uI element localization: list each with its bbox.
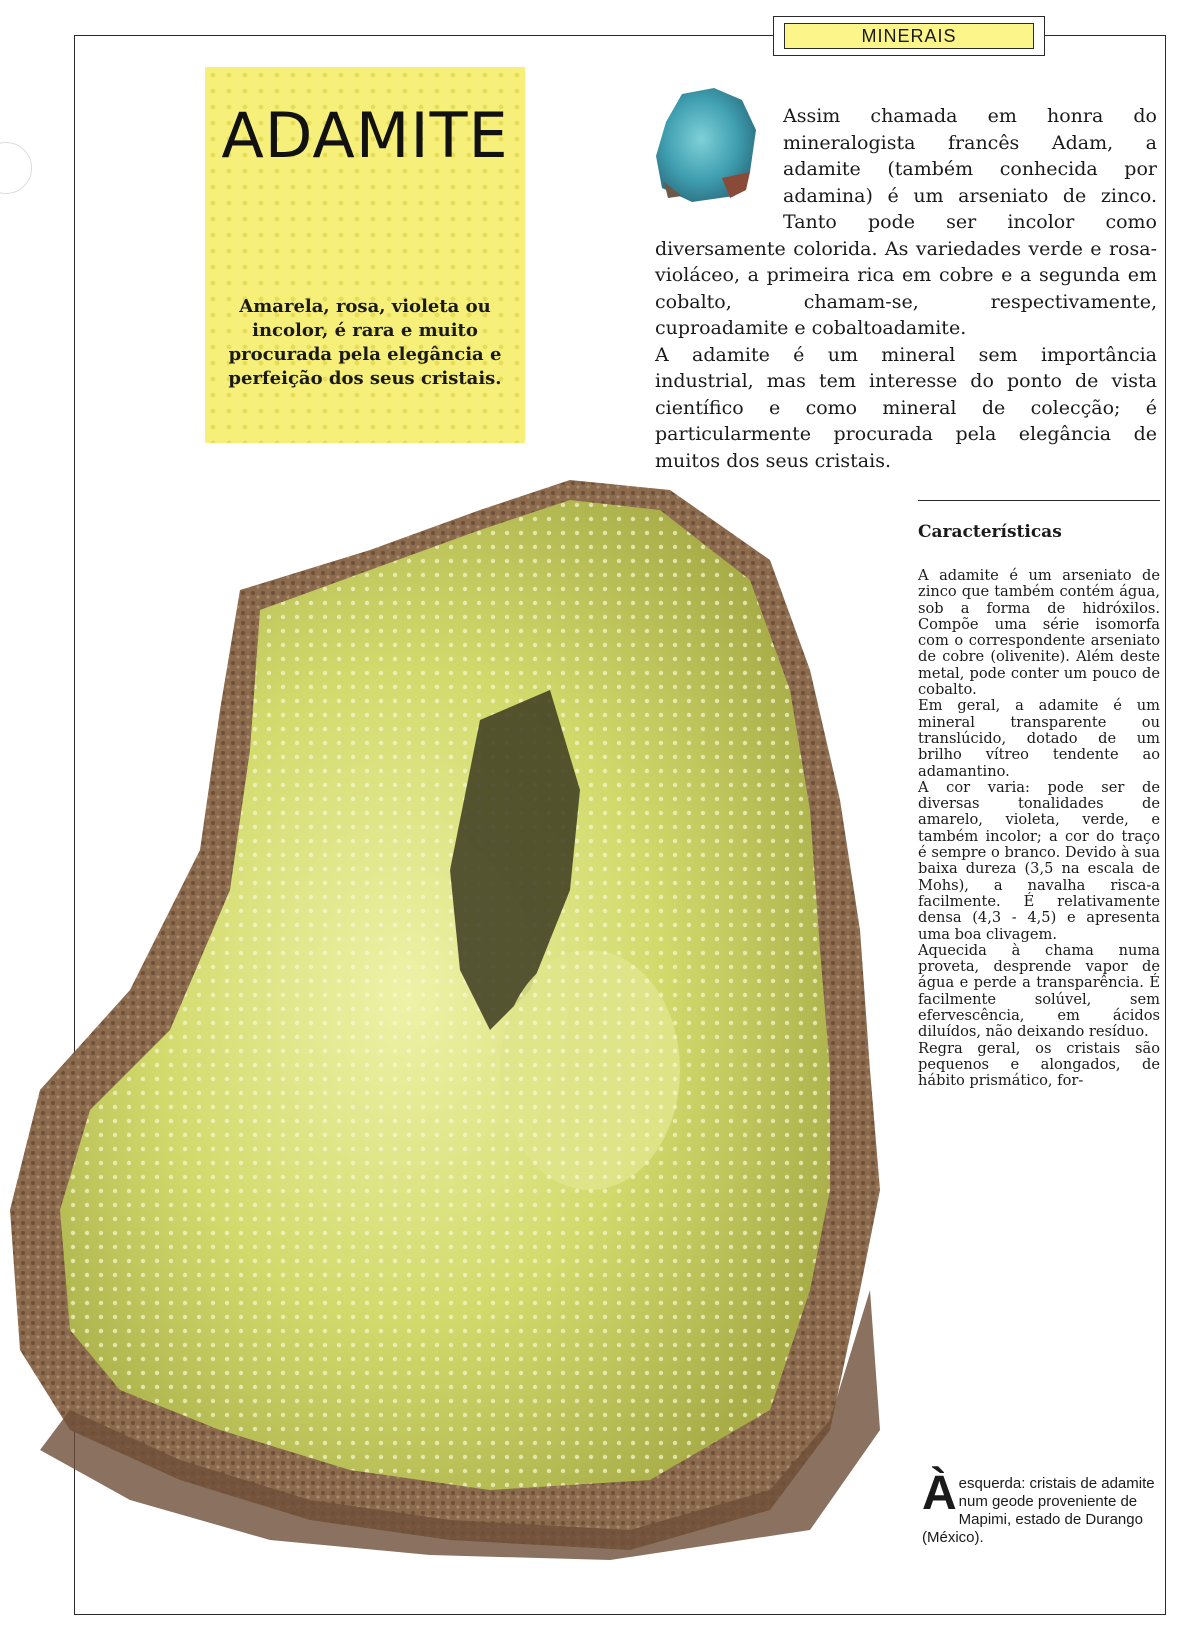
title-subtitle: Amarela, rosa, violeta ou incolor, é rara e muito procurada pela elegância e perfeição dos seus cristais. bbox=[228, 296, 502, 389]
title-box bbox=[205, 67, 525, 443]
page-title: ADAMITE bbox=[221, 99, 509, 172]
binder-hole bbox=[0, 142, 32, 194]
characteristics-paragraph: A cor varia: pode ser de diversas tonalidades de amarelo, violeta, verde, e também incolor; a cor do traço é sempre o branco. Devido à sua baixa dureza (3,5 na escala de Mohs), a navalha risca-a facilmente. É relativamente densa (4,3 - 4,5) e apresenta uma boa clivagem. bbox=[918, 778, 1160, 943]
caption-dropcap: À bbox=[922, 1467, 957, 1520]
adamite-geode-image bbox=[10, 470, 890, 1560]
intro-paragraph: Assim chamada em honra do mineralogista francês Adam, a adamite (também conhecida por adamina) é um arseniato de zinco. Tanto pode ser incolor como diversamente colorida. As variedades verde e rosa-violáceo, a primeira rica em cobre e a segunda em cobalto, chamam-se, respectivamente, cuproadamite e cobaltoadamite. bbox=[655, 105, 1157, 339]
characteristics-paragraph: Aquecida à chama numa proveta, desprende vapor de água e perde a transparência. É facilmente solúvel, sem efervescência, em ácidos diluídos, não deixando resíduo. bbox=[918, 941, 1160, 1041]
characteristics-paragraph: A adamite é um arseniato de zinco que também contém água, sob a forma de hidróxilos. Compõe uma série isomorfa com o correspondente arseniato de cobre (olivenite). Além deste metal, pode conter um pouco de cobalto. bbox=[918, 567, 1160, 699]
section-divider bbox=[918, 500, 1160, 501]
caption-text: esquerda: cristais de adamite num geode proveniente de Mapimi, estado de Durango (México). bbox=[922, 1475, 1155, 1546]
characteristics-heading: Características bbox=[918, 522, 1062, 542]
category-label: MINERAIS bbox=[784, 23, 1034, 49]
image-caption bbox=[922, 1467, 1158, 1547]
characteristics-paragraph: Em geral, a adamite é um mineral transparente ou translúcido, dotado de um brilho vítreo tendente ao adamantino. bbox=[918, 697, 1160, 780]
characteristics-paragraph: Regra geral, os cristais são pequenos e alongados, de hábito prismático, for- bbox=[918, 1039, 1160, 1090]
intro-paragraph: A adamite é um mineral sem importância industrial, mas tem interesse do ponto de vista científico e como mineral de colecção; é particularmente procurada pela elegância de muitos dos seus cristais. bbox=[655, 343, 1157, 472]
intro-text bbox=[655, 103, 1157, 474]
characteristics-text bbox=[918, 568, 1160, 1090]
category-tab bbox=[773, 16, 1045, 56]
